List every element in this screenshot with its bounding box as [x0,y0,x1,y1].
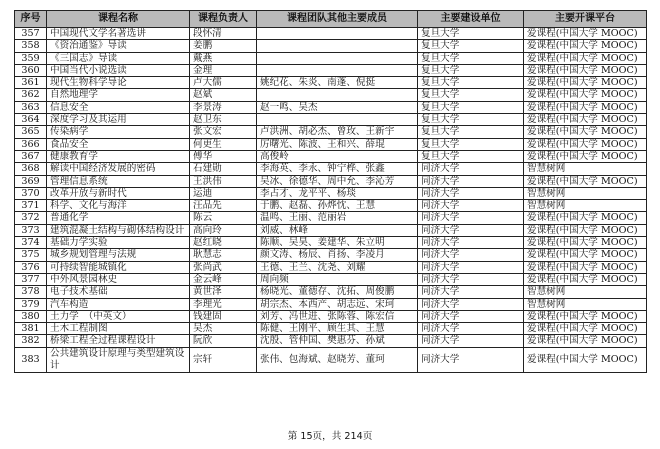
table-row [15,224,647,236]
cell-course-lead: 王洪伟 [190,175,257,187]
cell-course-lead: 阮欣 [190,335,257,347]
cell-course-lead: 陈云 [190,212,257,224]
cell-course-lead: 李理光 [190,298,257,310]
cell-platform: 爱课程(中国大学 MOOC) [524,224,647,236]
cell-team-members: 厉曙光、陈波、王和兴、薛琨 [257,138,418,150]
cell-course-name: 中国现代文学名著选讲 [47,28,190,40]
table-row [15,52,647,64]
cell-platform: 爱课程(中国大学 MOOC) [524,261,647,273]
cell-course-name: 自然地理学 [47,89,190,101]
header-course-name: 课程名称 [47,11,190,28]
table-row [15,261,647,273]
cell-platform: 爱课程(中国大学 MOOC) [524,175,647,187]
cell-course-name: 信息安全 [47,101,190,113]
cell-institution: 同济大学 [418,212,524,224]
cell-institution: 复旦大学 [418,89,524,101]
course-table [14,10,647,373]
cell-course-lead: 姜鹏 [190,40,257,52]
cell-course-name: 健康教育学 [47,150,190,162]
cell-course-lead: 金理 [190,64,257,76]
cell-index: 372 [15,212,47,224]
cell-course-name: 《资治通鉴》导读 [47,40,190,52]
cell-team-members: 于鹏、赵磊、孙烨忱、王慧 [257,200,418,212]
cell-platform: 爱课程(中国大学 MOOC) [524,52,647,64]
cell-course-lead: 运迪 [190,187,257,199]
cell-course-lead: 黄世泽 [190,286,257,298]
cell-course-lead: 宗轩 [190,347,257,373]
cell-institution: 同济大学 [418,224,524,236]
cell-course-name: 改革开放与新时代 [47,187,190,199]
cell-institution: 同济大学 [418,323,524,335]
cell-team-members [257,89,418,101]
cell-index: 364 [15,114,47,126]
cell-institution: 同济大学 [418,298,524,310]
cell-platform: 爱课程(中国大学 MOOC) [524,150,647,162]
table-row [15,286,647,298]
table-row [15,323,647,335]
cell-institution: 同济大学 [418,175,524,187]
cell-institution: 同济大学 [418,237,524,249]
cell-institution: 同济大学 [418,347,524,373]
cell-course-name: 电子技术基础 [47,286,190,298]
cell-course-lead: 李景涛 [190,101,257,113]
cell-course-lead: 傅华 [190,150,257,162]
cell-institution: 同济大学 [418,273,524,285]
table-row [15,298,647,310]
cell-platform: 爱课程(中国大学 MOOC) [524,237,647,249]
cell-index: 375 [15,249,47,261]
cell-course-lead: 何更生 [190,138,257,150]
table-row [15,273,647,285]
cell-institution: 同济大学 [418,200,524,212]
cell-index: 360 [15,64,47,76]
cell-team-members: 王德、王兰、沈尧、刘耀 [257,261,418,273]
cell-team-members: 陈健、王刚平、顾生其、王慧 [257,323,418,335]
cell-index: 367 [15,150,47,162]
cell-team-members: 张伟、包海斌、赵晓芳、董珂 [257,347,418,373]
cell-course-lead: 段怀清 [190,28,257,40]
cell-platform: 爱课程(中国大学 MOOC) [524,347,647,373]
cell-course-name: 普通化学 [47,212,190,224]
cell-team-members: 杨晓光、董德存、沈拓、周俊鹏 [257,286,418,298]
table-row [15,347,647,373]
cell-team-members [257,28,418,40]
cell-index: 366 [15,138,47,150]
cell-institution: 复旦大学 [418,28,524,40]
cell-course-name: 公共建筑设计原理与类型建筑设计 [47,347,190,373]
cell-institution: 同济大学 [418,249,524,261]
table-row [15,150,647,162]
cell-index: 359 [15,52,47,64]
cell-institution: 复旦大学 [418,150,524,162]
cell-course-name: 土木工程制图 [47,323,190,335]
cell-index: 369 [15,175,47,187]
cell-institution: 复旦大学 [418,101,524,113]
cell-institution: 复旦大学 [418,114,524,126]
cell-index: 363 [15,101,47,113]
cell-team-members: 陈顺、吴昊、姜建华、朱立明 [257,237,418,249]
cell-index: 378 [15,286,47,298]
cell-course-lead: 吴杰 [190,323,257,335]
table-row [15,28,647,40]
table-row [15,89,647,101]
header-index: 序号 [15,11,47,28]
cell-course-lead: 张尚武 [190,261,257,273]
cell-team-members: 李占才、龙平平、杨琰 [257,187,418,199]
cell-platform: 爱课程(中国大学 MOOC) [524,212,647,224]
table-row [15,249,647,261]
cell-platform: 爱课程(中国大学 MOOC) [524,249,647,261]
cell-course-name: 汽车构造 [47,298,190,310]
cell-index: 379 [15,298,47,310]
cell-team-members: 温鸣、王丽、范丽岩 [257,212,418,224]
table-row [15,212,647,224]
cell-course-name: 城乡规划管理与法规 [47,249,190,261]
header-platform: 主要开课平台 [524,11,647,28]
cell-course-name: 深度学习及其运用 [47,114,190,126]
cell-team-members: 周向频 [257,273,418,285]
header-course-lead: 课程负责人 [190,11,257,28]
cell-platform: 爱课程(中国大学 MOOC) [524,77,647,89]
cell-team-members: 李海英、李永、钟宁桦、张鑫 [257,163,418,175]
cell-course-name: 基础力学实验 [47,237,190,249]
cell-course-lead: 戴燕 [190,52,257,64]
cell-platform: 爱课程(中国大学 MOOC) [524,28,647,40]
cell-institution: 复旦大学 [418,126,524,138]
table-row [15,175,647,187]
table-row [15,163,647,175]
cell-platform: 爱课程(中国大学 MOOC) [524,101,647,113]
cell-index: 370 [15,187,47,199]
table-header-row [15,11,647,28]
cell-course-lead: 高向玲 [190,224,257,236]
cell-platform: 智慧树网 [524,200,647,212]
cell-course-name: 中国当代小说选读 [47,64,190,76]
table-row [15,64,647,76]
cell-course-name: 中外风景园林史 [47,273,190,285]
cell-course-lead: 赵斌 [190,89,257,101]
cell-course-name: 《三国志》导读 [47,52,190,64]
cell-team-members: 高俊岭 [257,150,418,162]
cell-index: 371 [15,200,47,212]
cell-platform: 爱课程(中国大学 MOOC) [524,126,647,138]
cell-institution: 同济大学 [418,187,524,199]
cell-platform: 智慧树网 [524,298,647,310]
cell-index: 373 [15,224,47,236]
cell-course-name: 可持续智能城镇化 [47,261,190,273]
cell-course-lead: 赵卫东 [190,114,257,126]
cell-platform: 爱课程(中国大学 MOOC) [524,114,647,126]
cell-platform: 爱课程(中国大学 MOOC) [524,335,647,347]
cell-course-lead: 汪品先 [190,200,257,212]
cell-index: 377 [15,273,47,285]
cell-course-lead: 赵红晓 [190,237,257,249]
table-row [15,200,647,212]
cell-institution: 同济大学 [418,335,524,347]
cell-course-lead: 耿慧志 [190,249,257,261]
table-row [15,40,647,52]
table-row [15,126,647,138]
cell-course-name: 传染病学 [47,126,190,138]
cell-team-members [257,64,418,76]
cell-course-lead: 张文宏 [190,126,257,138]
table-row [15,310,647,322]
cell-course-lead: 金云峰 [190,273,257,285]
cell-index: 383 [15,347,47,373]
cell-course-name: 建筑混凝土结构与砌体结构设计 [47,224,190,236]
cell-institution: 复旦大学 [418,64,524,76]
cell-course-name: 管理信息系统 [47,175,190,187]
cell-course-name: 食品安全 [47,138,190,150]
cell-index: 357 [15,28,47,40]
cell-institution: 同济大学 [418,163,524,175]
cell-course-name: 科学、文化与海洋 [47,200,190,212]
cell-institution: 同济大学 [418,286,524,298]
header-institution: 主要建设单位 [418,11,524,28]
cell-team-members [257,40,418,52]
cell-index: 382 [15,335,47,347]
cell-course-name: 解读中国经济发展的密码 [47,163,190,175]
cell-course-name: 桥梁工程全过程课程设计 [47,335,190,347]
cell-index: 374 [15,237,47,249]
cell-team-members: 卢洪洲、胡必杰、曾玫、王新宇 [257,126,418,138]
cell-platform: 爱课程(中国大学 MOOC) [524,273,647,285]
cell-course-name: 现代生物科学导论 [47,77,190,89]
header-team-members: 课程团队其他主要成员 [257,11,418,28]
cell-team-members: 姚纪花、朱炎、南蓬、倪挺 [257,77,418,89]
table-row [15,187,647,199]
cell-team-members [257,52,418,64]
cell-institution: 复旦大学 [418,138,524,150]
cell-institution: 复旦大学 [418,40,524,52]
cell-index: 368 [15,163,47,175]
cell-team-members: 刘芳、冯世进、张陈蓉、陈宏信 [257,310,418,322]
cell-course-lead: 卢大儒 [190,77,257,89]
cell-platform: 爱课程(中国大学 MOOC) [524,138,647,150]
table-row [15,138,647,150]
cell-index: 361 [15,77,47,89]
cell-institution: 同济大学 [418,310,524,322]
cell-platform: 智慧树网 [524,187,647,199]
cell-index: 381 [15,323,47,335]
cell-institution: 复旦大学 [418,52,524,64]
cell-team-members: 赵一鸣、吴杰 [257,101,418,113]
cell-index: 358 [15,40,47,52]
cell-institution: 同济大学 [418,261,524,273]
cell-team-members: 刘威、林峰 [257,224,418,236]
cell-platform: 爱课程(中国大学 MOOC) [524,89,647,101]
table-body [15,28,647,373]
table-row [15,335,647,347]
cell-platform: 爱课程(中国大学 MOOC) [524,323,647,335]
cell-platform: 爱课程(中国大学 MOOC) [524,310,647,322]
table-row [15,77,647,89]
cell-index: 365 [15,126,47,138]
cell-platform: 爱课程(中国大学 MOOC) [524,64,647,76]
page-footer: 第 15页，共 214页 [287,431,373,442]
cell-platform: 爱课程(中国大学 MOOC) [524,40,647,52]
cell-course-name: 土力学 （中英文） [47,310,190,322]
cell-team-members: 颜文涛、杨辰、肖扬、李凌月 [257,249,418,261]
cell-team-members: 胡宗杰、本西产、胡志远、宋珂 [257,298,418,310]
cell-index: 362 [15,89,47,101]
cell-course-lead: 石建勋 [190,163,257,175]
table-row [15,114,647,126]
cell-course-lead: 钱建固 [190,310,257,322]
cell-platform: 智慧树网 [524,286,647,298]
cell-index: 376 [15,261,47,273]
table-row [15,237,647,249]
cell-index: 380 [15,310,47,322]
cell-institution: 复旦大学 [418,77,524,89]
course-table-page [14,10,646,373]
table-row [15,101,647,113]
cell-team-members [257,114,418,126]
cell-platform: 智慧树网 [524,163,647,175]
cell-team-members: 沈殷、管仲国、樊惠芬、孙斌 [257,335,418,347]
cell-team-members: 吴冰、徐德华、周中允、李沁芳 [257,175,418,187]
